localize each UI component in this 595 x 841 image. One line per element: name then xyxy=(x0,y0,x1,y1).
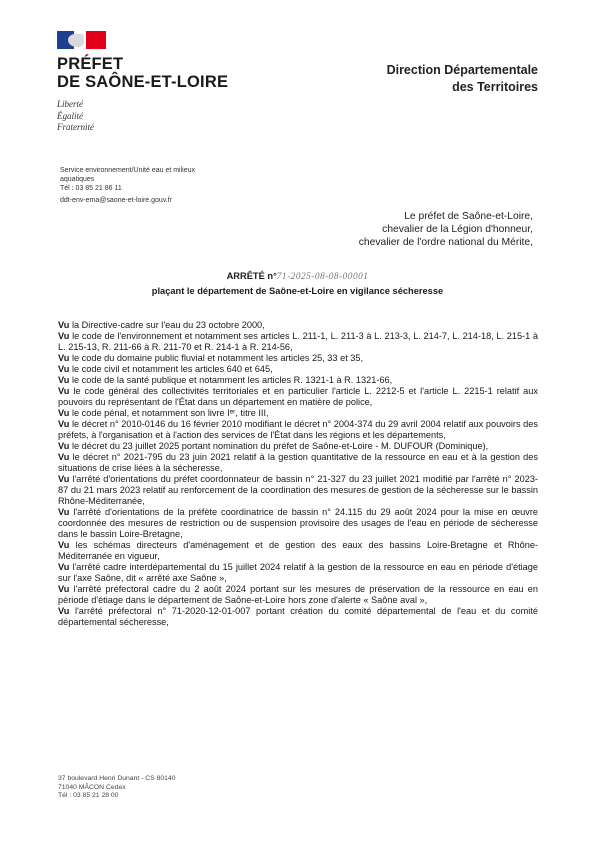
signatory-line3: chevalier de l'ordre national du Mérite, xyxy=(358,237,533,248)
service-contact xyxy=(60,166,195,205)
consideration-text: l'arrêté d'orientations du préfet coordonnateur de bassin n° 21-327 du 23 juillet 2021 modifié par l'arrêté n° 2023-87 du 21 mars 2023 relatif au renforcement de la coordination des mesures de gestion de la sécheresse sur le bassin Rhône-Méditerranée, xyxy=(58,474,538,506)
consideration-item xyxy=(58,441,538,452)
motto-egalite: Égalité xyxy=(57,110,83,121)
arrete-number: 71-2025-08-08-00001 xyxy=(276,272,369,282)
consideration-text: le code civil et notamment les articles 640 et 645, xyxy=(69,364,273,374)
consideration-text: le décret du 23 juillet 2025 portant nomination du préfet de Saône-et-Loire - M. DUFOUR (Dominique), xyxy=(69,441,489,451)
consideration-item xyxy=(58,331,538,353)
consideration-item xyxy=(58,584,538,606)
vu-label: Vu xyxy=(58,331,70,341)
signatory-block xyxy=(359,210,533,249)
arrete-number-line xyxy=(0,270,595,283)
service-email: ddt-env-ema@saone-et-loire.gouv.fr xyxy=(60,197,173,204)
vu-label: Vu xyxy=(58,452,70,462)
consideration-text: l'arrêté préfectoral cadre du 2 août 2024 portant sur les mesures de préservation de la ressource en eau en période d'étiage dans le département de Saône-et-Loire hors zone d'alerte « Saône aval », xyxy=(58,584,538,605)
consideration-item xyxy=(58,606,538,628)
consideration-text: le décret n° 2021-795 du 23 juin 2021 relatif à la gestion quantitative de la ressource en eau et à la gestion des situations de crise liées à la sécheresse, xyxy=(58,452,538,473)
signatory-line1: Le préfet de Saône-et-Loire, xyxy=(404,211,533,222)
vu-label: Vu xyxy=(58,419,70,429)
vu-label: Vu xyxy=(58,353,70,363)
vu-label: Vu xyxy=(58,562,70,572)
consideration-text: le code de la santé publique et notamment les articles R. 1321-1 à R. 1321-66, xyxy=(69,375,393,385)
vu-label: Vu xyxy=(58,375,70,385)
prefet-title-line1: PRÉFET xyxy=(57,55,124,73)
vu-label: Vu xyxy=(58,364,70,374)
consideration-text: le code pénal, et notamment son livre Iᵉʳ, titre III, xyxy=(69,408,269,418)
consideration-item xyxy=(58,507,538,540)
marianne-logo xyxy=(57,31,106,49)
service-phone: Tél : 03 85 21 86 11 xyxy=(60,185,122,192)
consideration-text: l'arrêté d'orientations de la préfète coordinatrice de bassin n° 24.115 du 29 août 2024 pour la mise en œuvre coordonnée des mesures de restriction ou de suspension provisoire des usages de l'eau en période de sécheresse dans le bassin Loire-Bretagne, xyxy=(58,507,538,539)
consideration-text: la Directive-cadre sur l'eau du 23 octobre 2000, xyxy=(69,320,265,330)
footer-phone: Tél : 03 85 21 28 00 xyxy=(58,792,119,800)
motto-fraternite: Fraternité xyxy=(57,122,94,132)
arrete-heading xyxy=(0,270,595,297)
consideration-item xyxy=(58,364,538,375)
direction-line1: Direction Départementale xyxy=(386,63,538,77)
arrete-subject: plaçant le département de Saône-et-Loire en vigilance sécheresse xyxy=(151,286,444,296)
service-name: Service environnement/Unité eau et milieux xyxy=(60,167,196,174)
prefet-title-line2: DE SAÔNE-ET-LOIRE xyxy=(57,73,229,91)
direction-heading xyxy=(387,62,538,96)
vu-label: Vu xyxy=(58,474,70,484)
consideration-item xyxy=(58,375,538,386)
consideration-text: le code de l'environnement et notamment ses articles L. 211-1, L. 211-3 à L. 213-3, L. 214-7, L. 214-18, L. 215-1 à L. 215-13, R. 211-66 à R. 211-70 et R. 214-1 à R. 214-56, xyxy=(58,331,538,352)
consideration-text: les schémas directeurs d'aménagement et de gestion des eaux des bassins Loire-Bretagne et Rhône-Méditerranée en vigueur, xyxy=(58,540,538,561)
footer-street: 37 boulevard Henri Dunant - CS 80140 xyxy=(58,775,176,782)
footer-city: 71040 MÂCON Cedex xyxy=(58,783,126,791)
vu-label: Vu xyxy=(58,507,70,517)
consideration-item xyxy=(58,562,538,584)
arrete-label: ARRÊTÉ n° xyxy=(226,271,277,281)
prefet-title xyxy=(57,55,228,91)
republic-motto xyxy=(57,99,94,134)
footer-address xyxy=(58,775,176,801)
consideration-text: l'arrêté cadre interdépartemental du 15 juillet 2024 relatif à la gestion de la ressource en eau en période d'étiage sur l'axe Saône, dit « arrêté axe Saône », xyxy=(58,562,538,583)
motto-liberte: Liberté xyxy=(57,99,83,109)
consideration-text: le code général des collectivités territoriales et en particulier l'article L. 2212-5 et l'article L. 2215-1 relatif aux pouvoirs du représentant de l'État dans un département en matière de police, xyxy=(58,386,538,407)
consideration-text: l'arrêté préfectoral n° 71-2020-12-01-007 portant création du comité départemental de l'eau et du comité départemental sécheresse, xyxy=(58,606,538,627)
consideration-item xyxy=(58,320,538,331)
consideration-item xyxy=(58,419,538,441)
service-name-cont: aquatiques xyxy=(60,176,95,183)
signatory-line2: chevalier de la Légion d'honneur, xyxy=(382,224,533,235)
consideration-item xyxy=(58,408,538,419)
consideration-item xyxy=(58,540,538,562)
vu-label: Vu xyxy=(58,540,70,550)
consideration-item xyxy=(58,474,538,507)
vu-label: Vu xyxy=(58,386,70,396)
direction-line2: des Territoires xyxy=(452,80,538,94)
vu-label: Vu xyxy=(58,408,70,418)
consideration-item xyxy=(58,353,538,364)
consideration-text: le code du domaine public fluvial et notamment les articles 25, 33 et 35, xyxy=(69,353,364,363)
vu-label: Vu xyxy=(58,320,70,330)
vu-label: Vu xyxy=(58,441,70,451)
consideration-text: le décret n° 2010-0146 du 16 février 2010 modifiant le décret n° 2004-374 du 29 avril 2004 relatif aux pouvoirs des préfets, à l'organisation et à l'action des services de l'État dans les régions et les départements, xyxy=(58,419,538,440)
consideration-item xyxy=(58,452,538,474)
consideration-item xyxy=(58,386,538,408)
vu-label: Vu xyxy=(58,584,70,594)
considerations-list xyxy=(58,320,538,628)
vu-label: Vu xyxy=(58,606,70,616)
